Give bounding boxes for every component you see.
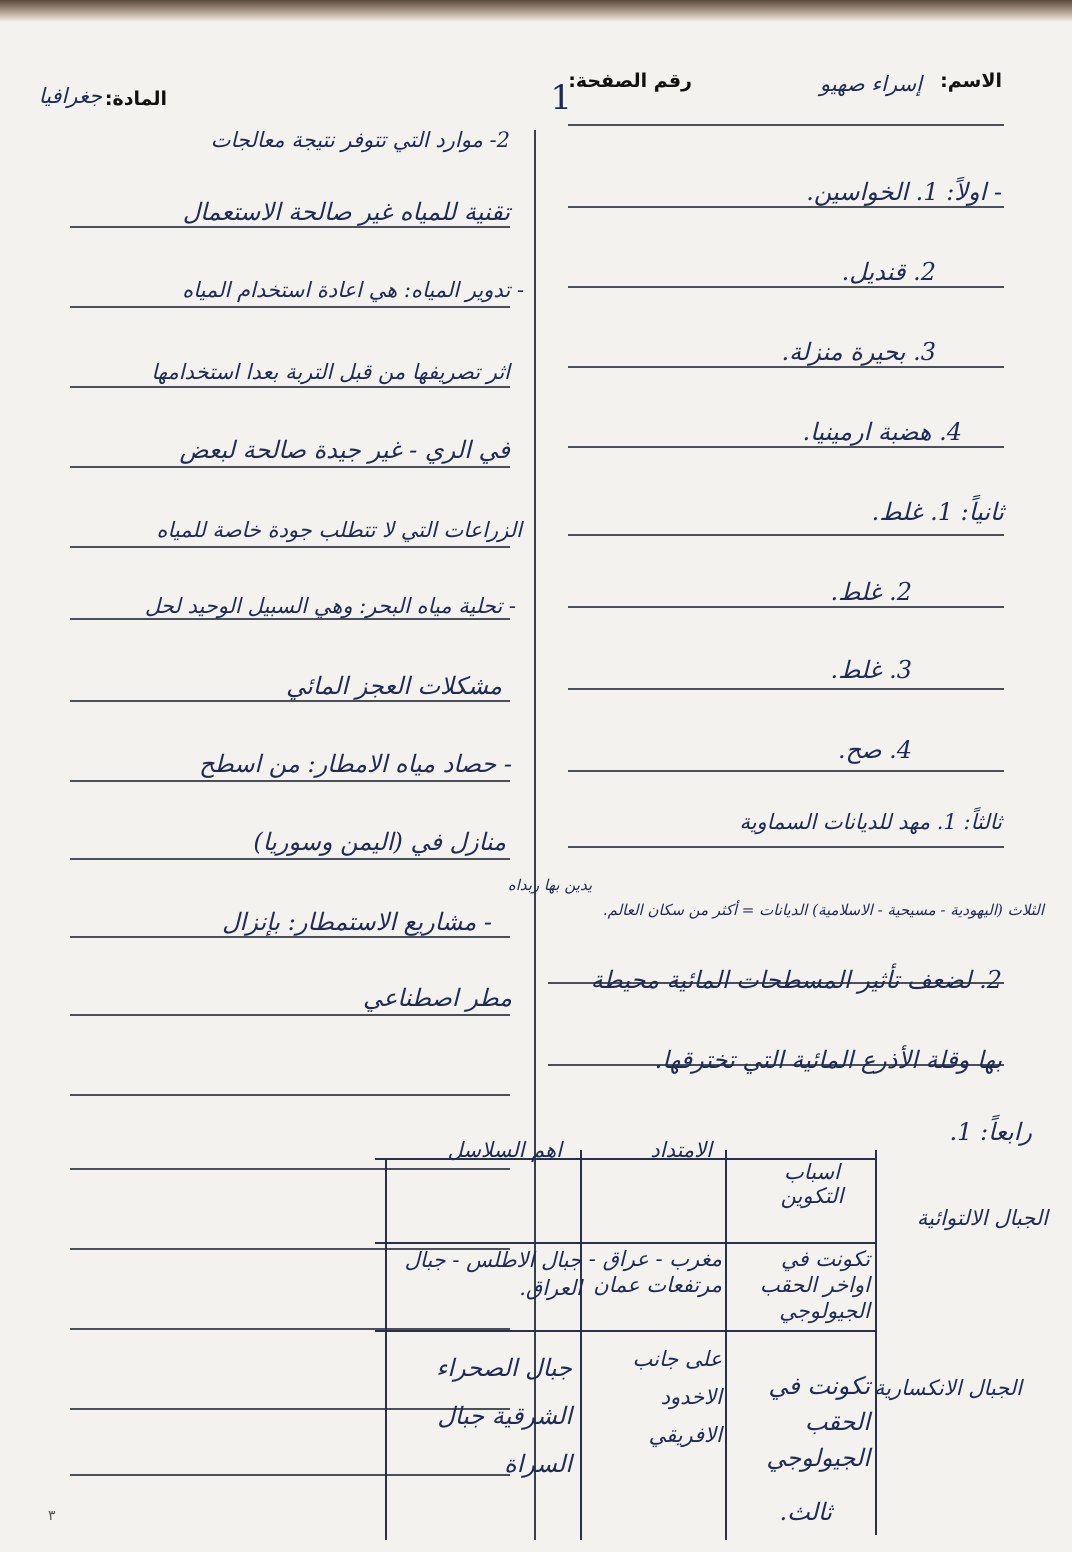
rule [568,688,1004,690]
answer-3-1: ثالثاً: 1. مهد للديانات السماوية [739,810,1002,834]
answer-1-1: - اولاً: 1. الخواسين. [806,178,1002,206]
answer-3-2-continued: بها وقلة الأذرع المائية التي تخترقها. [654,1046,1002,1074]
rule [70,226,510,228]
rule [70,780,510,782]
left-line-8: مشكلات العجز المائي [286,672,502,700]
answer-3-note: يدين بها ربداه [507,876,592,894]
table-row-1-label: الجبال الالتوائية [916,1206,1048,1230]
rule [568,366,1004,368]
left-line-6: الزراعات التي لا تتطلب جودة خاصة للمياه [156,518,522,542]
left-line-7: - تحلية مياه البحر: وهي السبيل الوحيد لحل [144,594,516,618]
left-line-3: - تدوير المياه: هي اعادة استخدام المياه [182,278,524,302]
rule [568,534,1004,536]
left-line-2: تقنية للمياه غير صالحة الاستعمال [182,198,510,226]
table-row-1-cause: تكونت في اواخر الحقب الجيولوجي [759,1247,870,1323]
page-number-value: 1 [550,78,572,118]
name-label: الاسم: [940,70,1002,92]
rule [70,700,510,702]
subject-value: جغرافيا [38,84,102,108]
rule [568,206,1004,208]
table-col-line [875,1150,877,1535]
answer-3-2: 2. لضعف تأثير المسطحات المائية محيطة [590,966,1002,994]
answer-4-heading: رابعاً: 1. [949,1118,1032,1146]
rule [568,124,1004,126]
answer-1-2: 2. قنديل. [841,258,936,286]
left-line-10: منازل في (اليمن وسوريا) [253,828,506,856]
table-row-2-label: الجبال الانكسارية [873,1376,1022,1400]
table-header-chains: اهم السلاسل [447,1138,562,1162]
left-line-11: - مشاريع الاستمطار: بإنزال [222,908,492,936]
page-number-label: رقم الصفحة: [568,70,692,92]
table-row-line [375,1330,875,1332]
left-line-5: في الري - غير جيدة صالحة لبعض [179,436,510,464]
name-value: إسراء صهيو [819,72,922,96]
rule [70,466,510,468]
rule [70,386,510,388]
table-row-1-extent: مغرب - عراق - مرتفعات عمان [588,1247,722,1297]
answer-1-4: 4. هضبة ارمينيا. [802,418,962,446]
table-row-line [375,1242,875,1244]
subject-label: المادة: [104,88,167,110]
left-line-9: - حصاد مياه الامطار: من اسطح [199,750,512,778]
rule [70,858,510,860]
rule [568,446,1004,448]
rule [568,286,1004,288]
table-header-extent: الامتداد [650,1138,712,1162]
rule [70,1094,510,1096]
table-footer-note: ثالث. [779,1498,832,1526]
table-row-1-chains: جبال الاطلس - جبال العراق. [404,1248,582,1300]
answer-2-3: 3. غلط. [830,656,912,684]
rule [70,306,510,308]
answer-1-3: 3. بحيرة منزلة. [781,338,936,366]
rule [70,1168,510,1170]
rule [70,546,510,548]
left-line-1: 2- موارد التي تتوفر نتيجة معالجات [210,128,510,152]
table-row-2-cause: تكونت في الحقب الجيولوجي [766,1372,870,1472]
rule [568,770,1004,772]
table-col-line [725,1150,727,1540]
answer-3-continued: الثلاث (اليهودية - مسيحية - الاسلامية) الديانات = أكثر من سكان العالم. [602,901,1044,919]
table-row-2-chains: جبال الصحراء الشرقية جبال السراة [436,1354,572,1478]
table-row-2-extent: على جانب الاخدود الافريقي [632,1347,722,1447]
left-line-4: اثر تصريفها من قبل التربة بعدا استخدامها [151,360,510,384]
rule [70,618,510,620]
answer-2-2: 2. غلط. [830,578,912,606]
table-col-line [385,1160,387,1540]
margin-mark: ٣ [48,1508,56,1524]
rule [568,606,1004,608]
table-header-cause: اسباب التكوين [780,1160,844,1208]
left-line-12: مطر اصطناعي [362,984,512,1012]
page-top-edge [0,0,1072,22]
rule [568,846,1004,848]
answer-2-4: 4. صح. [837,736,912,764]
rule [70,936,510,938]
answer-2-1: ثانياً: 1. غلط. [871,498,1004,526]
column-divider [534,130,536,1540]
rule [70,1014,510,1016]
